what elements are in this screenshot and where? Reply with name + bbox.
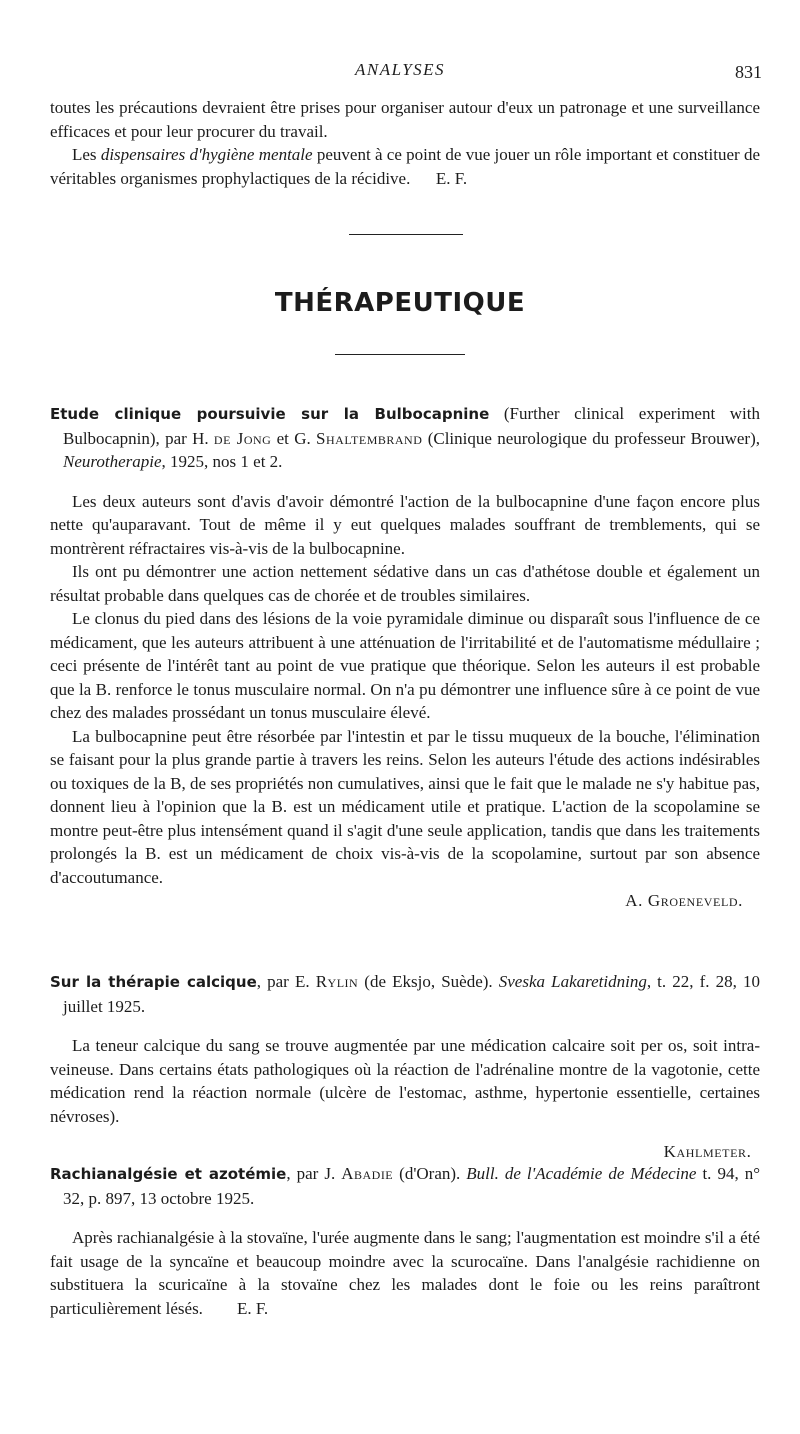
divider-bottom [335, 354, 465, 355]
article-1-journal: Neurotherapie [63, 452, 162, 471]
section-title: THÉRAPEUTIQUE [274, 288, 526, 318]
article-1-paragraph-2: Ils ont pu démontrer une action nettement sédative dans un cas d'athétose double et également un résultat probable dans quelques cas de chorée et de troubles similaires. [50, 562, 760, 605]
article-3-heading: Rachianalgésie et azotémie, par J. Abadie (d'Oran). Bull. de l'Académie de Médecine t. 94, n° 32, p. 897, 13 octobre 1925. [50, 1164, 760, 1208]
article-3-paragraph-1: Après rachianalgésie à la stovaïne, l'urée augmente dans le sang; l'augmentation est moindre s'il a été fait usage de la syncaïne et beaucoup moindre avec la scurocaïne. Dans l'analgésie rachidienne on substituera la scuricaïne à la stovaïne chez les malades dont le foie ou les reins paraîtront particulièrement lésés. E. F. [50, 1228, 760, 1318]
page-number: 831 [735, 62, 762, 82]
article-3-journal: Bull. de l'Académie de Médecine [466, 1164, 697, 1183]
article-3-signature: E. F. [236, 1298, 269, 1318]
article-1-paragraph-1: Les deux auteurs sont d'avis d'avoir démontré l'action de la bulbocapnine d'une façon encore plus nette qu'auparavant. Tout de même il y eut quelques malades souffrant de tremblements, qui se montrèrent réfractaires vis-à-vis de la bulbocapnine. [50, 491, 760, 558]
article-2-journal: Sveska Lakaretidning [498, 972, 647, 991]
article-calcique [50, 970, 760, 1164]
intro-italic: dispensaires d'hygiène mentale [100, 145, 313, 164]
article-1-title: Etude clinique poursuivie sur la Bulbocapnine [50, 405, 490, 423]
intro-paragraph-1: toutes les précautions devraient être prises pour organiser autour d'eux un patronage et une surveillance efficaces et pour leur procurer du travail. [50, 98, 760, 141]
running-title: ANALYSES [354, 60, 446, 79]
article-1-signature: A. Groeneveld. [625, 891, 743, 910]
article-rachianalgesie [50, 1162, 760, 1320]
article-1-paragraph-4: La bulbocapnine peut être résorbée par l'intestin et par le tissu muqueux de la bouche, l'élimination se faisant pour la plus grande partie à travers les reins. Selon les auteurs l'étude des actions indésirables ou toxiques de la B, de ses propriétés non cumulatives, ainsi que le fait que le malade ne s'y habitue pas, donnent lieu à l'opinion que la B. est un médicament utile et pratique. L'action de la scopolamine se montre peut-être plus intensément quand il s'agit d'une seule application, tandis que dans les traitements prolongés la B. est un médicament de choix vis-à-vis de la scopolamine, surtout par son absence d'accoutumance. [50, 726, 760, 887]
article-2-signature: Kahlmeter. [663, 1142, 752, 1161]
article-2-title: Sur la thérapie calcique [50, 973, 257, 991]
article-bulbocapnine [50, 402, 760, 913]
article-2-heading: Sur la thérapie calcique, par E. Rylin (de Eksjo, Suède). Sveska Lakaretidning, t. 22, f. 28, 10 juillet 1925. [50, 972, 761, 1016]
running-header [0, 60, 800, 84]
article-1-paragraph-3: Le clonus du pied dans des lésions de la voie pyramidale diminue ou disparaît sous l'influence de ce médicament, que les auteurs attribuent à une atténuation de l'irritabilité et de l'automatisme médullaire ; ceci présente de l'intérêt tant au point de vue pratique que théorique. Selon les auteurs il est probable que la B. renforce le tonus musculaire normal. On n'a pu démontrer une influence sûre à ce point de vue chez des malades prossédant un tonus musculaire élevé. [50, 609, 760, 722]
intro-paragraph-2: Les dispensaires d'hygiène mentale peuvent à ce point de vue jouer un rôle important et constituer de véritables organismes prophylactiques de la récidive. E. F. [50, 145, 761, 188]
divider-top [349, 234, 463, 235]
intro-signature: E. F. [435, 168, 468, 188]
article-3-title: Rachianalgésie et azotémie [50, 1165, 287, 1183]
intro-block [50, 96, 760, 190]
article-2-paragraph-1: La teneur calcique du sang se trouve augmentée par une médication calcaire soit per os, soit intra-veineuse. Dans certains états pathologiques où la réaction de l'adrénaline montre de la vagotonie, cette médication rend la réaction normale (ulcère de l'estomac, asthme, hypertonie essentielle, certaines névroses). [50, 1036, 760, 1126]
article-1-heading: Etude clinique poursuivie sur la Bulbocapnine (Further clinical experiment with Bulbocapnin), par H. de Jong et G. Shaltembrand (Clinique neurologique du professeur Brouwer), Neurotherapie, 1925, nos 1 et 2. [50, 404, 760, 471]
